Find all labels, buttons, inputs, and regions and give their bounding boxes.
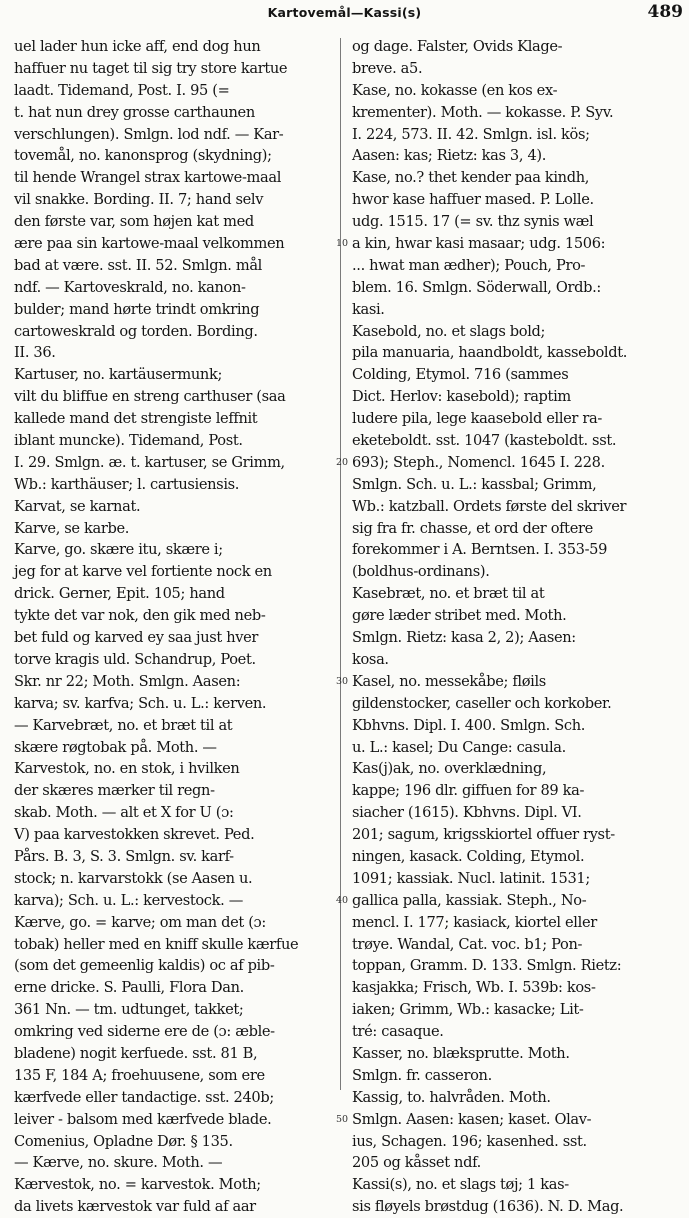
- text-line: kallede mand det strengiste leffnit: [14, 410, 258, 428]
- text-line: skære røgtobak på. Moth. —: [14, 738, 217, 756]
- text-line: pila manuaria, haandboldt, kasseboldt.: [352, 344, 627, 362]
- line-number: 40: [335, 895, 349, 907]
- text-line: mencl. I. 177; kasiack, kiortel eller: [352, 913, 597, 931]
- text-line: karva); Sch. u. L.: kervestock. —: [14, 891, 243, 909]
- text-line: — Karvebræt, no. et bræt til at: [14, 716, 233, 734]
- text-line: leiver - balsom med kærfvede blade.: [14, 1110, 272, 1128]
- text-line: og dage. Falster, Ovids Klage-: [352, 38, 563, 55]
- text-line: t. hat nun drey grosse carthaunen: [14, 103, 255, 121]
- running-head: Kartovemål—Kassi(s): [267, 5, 422, 20]
- text-line: omkring ved siderne ere de (ɔ: æble-: [14, 1023, 275, 1041]
- right-column: [352, 36, 677, 1216]
- text-line: Kase, no. kokasse (en kos ex-: [352, 81, 558, 99]
- text-line: der skæres mærker til regn-: [14, 782, 215, 800]
- text-line: udg. 1515. 17 (= sv. thz synis wæl: [352, 213, 594, 231]
- text-line: Kasel, no. messekåbe; fløils: [352, 672, 546, 690]
- text-line: Kas(j)ak, no. overklædning,: [352, 760, 547, 778]
- text-line: eketeboldt. sst. 1047 (kasteboldt. sst.: [352, 432, 617, 450]
- text-line: Smlgn. Rietz: kasa 2, 2); Aasen:: [352, 629, 576, 647]
- text-line: Comenius, Opladne Dør. § 135.: [14, 1132, 233, 1150]
- text-line: (boldhus-ordinans).: [352, 563, 490, 581]
- text-line: Dict. Herlov: kasebold); raptim: [352, 388, 571, 406]
- text-line: Karve, go. skære itu, skære i;: [14, 541, 223, 559]
- text-line: Kbhvns. Dipl. I. 400. Smlgn. Sch.: [352, 716, 586, 734]
- text-line: breve. a5.: [352, 59, 423, 77]
- text-line: forekommer i A. Berntsen. I. 353-59: [352, 541, 608, 559]
- text-line: Kærve, go. = karve; om man det (ɔ:: [14, 913, 266, 931]
- text-line: haffuer nu taget til sig try store kartue: [14, 59, 288, 77]
- text-line: Karve, se karbe.: [14, 519, 130, 537]
- text-line: Wb.: karthäuser; l. cartusiensis.: [14, 475, 240, 493]
- text-line: 361 Nn. — tm. udtunget, takket;: [14, 1001, 244, 1019]
- text-line: Kasebold, no. et slags bold;: [352, 322, 546, 340]
- text-line: vilt du bliffue en streng carthuser (saa: [14, 388, 286, 406]
- text-line: til hende Wrangel strax kartowe-maal: [14, 169, 282, 187]
- text-line: Smlgn. Aasen: kasen; kaset. Olav-: [352, 1110, 592, 1128]
- left-column: [14, 36, 331, 1216]
- text-line: gildenstocker, caseller och korkober.: [352, 694, 612, 712]
- text-line: Skr. nr 22; Moth. Smlgn. Aasen:: [14, 672, 241, 690]
- text-line: skab. Moth. — alt et X for U (ɔ:: [14, 804, 234, 822]
- line-number: 10: [335, 238, 349, 250]
- text-line: (som det gemeenlig kaldis) oc af pib-: [14, 957, 275, 975]
- text-line: Aasen: kas; Rietz: kas 3, 4).: [352, 147, 547, 165]
- text-line: krementer). Moth. — kokasse. P. Syv.: [352, 103, 614, 121]
- text-line: 1091; kassiak. Nucl. latinit. 1531;: [352, 869, 590, 887]
- text-line: kærfvede eller tandactige. sst. 240b;: [14, 1088, 274, 1106]
- text-line: Kasebræt, no. et bræt til at: [352, 585, 545, 603]
- text-line: verschlungen). Smlgn. lod ndf. — Kar-: [14, 125, 284, 143]
- text-line: bet fuld og karved ey saa just hver: [14, 629, 259, 647]
- text-line: tobak) heller med en kniff skulle kærfue: [14, 935, 299, 953]
- text-line: gøre læder stribet med. Moth.: [352, 607, 567, 625]
- text-line: toppan, Gramm. D. 133. Smlgn. Rietz:: [352, 957, 622, 975]
- text-line: karva; sv. karfva; Sch. u. L.: kerven.: [14, 694, 267, 712]
- text-line: 693); Steph., Nomencl. 1645 I. 228.: [352, 453, 605, 471]
- text-line: tré: casaque.: [352, 1023, 444, 1041]
- text-line: uel lader hun icke aff, end dog hun: [14, 38, 261, 55]
- text-line: Kasser, no. blæksprutte. Moth.: [352, 1044, 570, 1062]
- text-line: V) paa karvestokken skrevet. Ped.: [14, 826, 255, 844]
- text-line: Pårs. B. 3, S. 3. Smlgn. sv. karf-: [14, 847, 234, 865]
- text-line: ius, Schagen. 196; kasenhed. sst.: [352, 1132, 587, 1150]
- text-line: Kassig, to. halvråden. Moth.: [352, 1088, 551, 1106]
- line-number: 50: [335, 1114, 349, 1126]
- text-line: 135 F, 184 A; froehuusene, som ere: [14, 1066, 265, 1084]
- text-line: bladene) nogit kerfuede. sst. 81 B,: [14, 1044, 258, 1062]
- text-line: tovemål, no. kanonsprog (skydning);: [14, 147, 272, 165]
- text-line: stock; n. karvarstokk (se Aasen u.: [14, 869, 253, 887]
- text-line: jeg for at karve vel fortiente nock en: [14, 563, 272, 581]
- text-line: sig fra fr. chasse, et ord der oftere: [352, 519, 593, 537]
- text-line: Karvat, se karnat.: [14, 497, 141, 515]
- text-line: blem. 16. Smlgn. Söderwall, Ordb.:: [352, 278, 601, 296]
- text-line: den første var, som højen kat med: [14, 213, 254, 231]
- line-number: 30: [335, 676, 349, 688]
- text-line: drick. Gerner, Epit. 105; hand: [14, 585, 225, 603]
- text-line: bad at være. sst. II. 52. Smlgn. mål: [14, 256, 262, 274]
- text-line: 205 og kåsset ndf.: [352, 1154, 481, 1172]
- text-line: Kærvestok, no. = karvestok. Moth;: [14, 1176, 261, 1194]
- text-line: vil snakke. Bording. II. 7; hand selv: [14, 191, 264, 209]
- text-line: ndf. — Kartoveskrald, no. kanon-: [14, 278, 246, 296]
- text-line: kasjakka; Frisch, Wb. I. 539b: kos-: [352, 979, 596, 997]
- text-line: Kartuser, no. kartäusermunk;: [14, 366, 223, 384]
- text-line: hwor kase haffuer mased. P. Lolle.: [352, 191, 594, 209]
- text-line: da livets kærvestok var fuld af aar: [14, 1198, 256, 1216]
- text-line: u. L.: kasel; Du Cange: casula.: [352, 738, 566, 756]
- text-line: kappe; 196 dlr. giffuen for 89 ka-: [352, 782, 585, 800]
- page-header: [0, 0, 689, 30]
- text-line: I. 29. Smlgn. æ. t. kartuser, se Grimm,: [14, 453, 285, 471]
- text-line: ningen, kasack. Colding, Etymol.: [352, 847, 585, 865]
- text-line: trøye. Wandal, Cat. voc. b1; Pon-: [352, 935, 583, 953]
- text-line: Kase, no.? thet kender paa kindh,: [352, 169, 590, 187]
- text-line: kasi.: [352, 300, 385, 318]
- text-line: ludere pila, lege kaasebold eller ra-: [352, 410, 602, 428]
- text-line: ... hwat man ædher); Pouch, Pro-: [352, 256, 586, 274]
- text-line: sis fløyels brøstdug (1636). N. D. Mag.: [352, 1198, 624, 1216]
- text-line: I. 224, 573. II. 42. Smlgn. isl. kös;: [352, 125, 590, 143]
- text-line: Smlgn. Sch. u. L.: kassbal; Grimm,: [352, 475, 597, 493]
- text-line: iaken; Grimm, Wb.: kasacke; Lit-: [352, 1001, 584, 1019]
- text-line: 201; sagum, krigsskiortel offuer ryst-: [352, 826, 615, 844]
- text-line: cartoweskrald og torden. Bording.: [14, 322, 258, 340]
- text-line: Colding, Etymol. 716 (sammes: [352, 366, 569, 384]
- text-line: iblant muncke). Tidemand, Post.: [14, 432, 243, 450]
- text-line: Wb.: katzball. Ordets første del skriver: [352, 497, 627, 515]
- text-line: gallica palla, kassiak. Steph., No-: [352, 891, 587, 909]
- text-line: erne dricke. S. Paulli, Flora Dan.: [14, 979, 244, 997]
- line-number: 20: [335, 457, 349, 469]
- text-line: — Kærve, no. skure. Moth. —: [14, 1154, 223, 1172]
- text-line: kosa.: [352, 650, 389, 668]
- column-divider: [340, 38, 341, 1090]
- text-line: II. 36.: [14, 344, 56, 362]
- text-line: Smlgn. fr. casseron.: [352, 1066, 492, 1084]
- text-line: bulder; mand hørte trindt omkring: [14, 300, 260, 318]
- page-number: 489: [647, 2, 683, 22]
- text-line: laadt. Tidemand, Post. I. 95 (=: [14, 81, 230, 99]
- text-line: Karvestok, no. en stok, i hvilken: [14, 760, 240, 778]
- text-line: siacher (1615). Kbhvns. Dipl. VI.: [352, 804, 582, 822]
- text-line: Kassi(s), no. et slags tøj; 1 kas-: [352, 1176, 569, 1194]
- text-line: torve kragis uld. Schandrup, Poet.: [14, 650, 256, 668]
- text-line: ære paa sin kartowe-maal velkommen: [14, 235, 285, 253]
- text-line: a kin, hwar kasi masaar; udg. 1506:: [352, 235, 606, 253]
- text-line: tykte det var nok, den gik med neb-: [14, 607, 266, 625]
